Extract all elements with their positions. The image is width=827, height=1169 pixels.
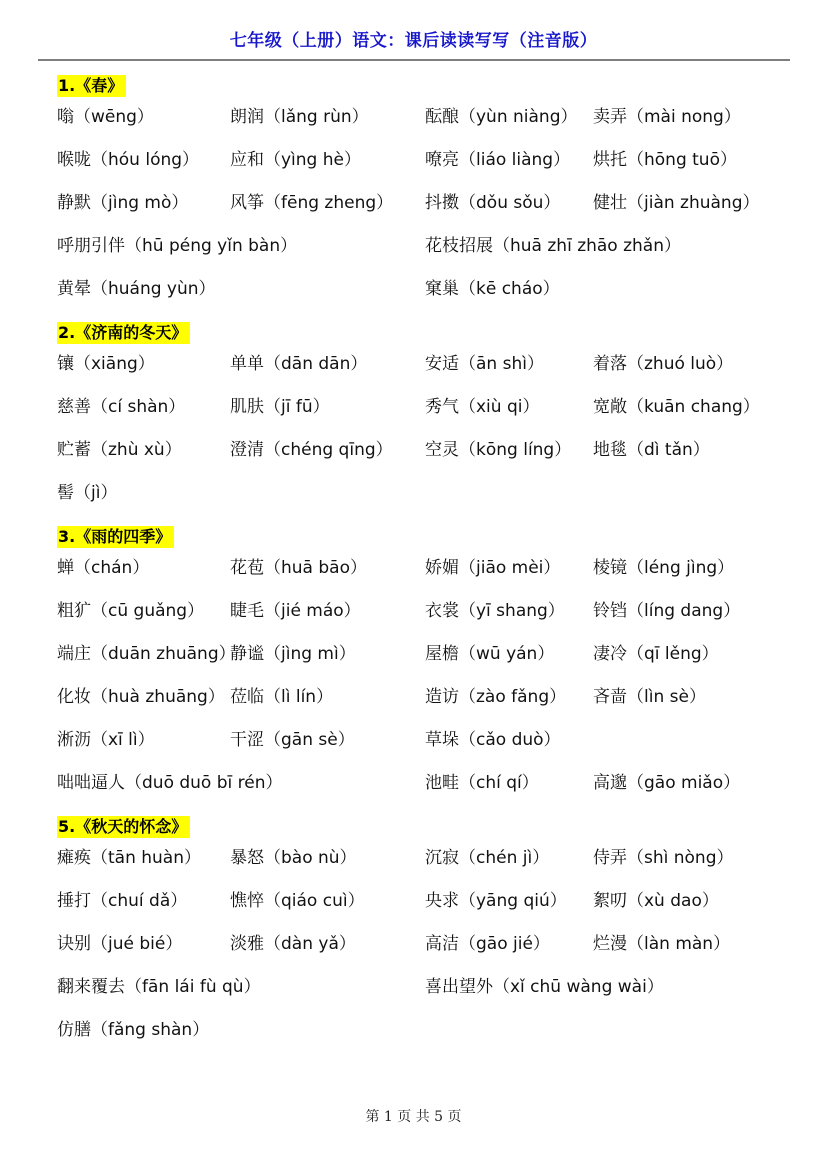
word-item: 憔悴（qiáo cuì） <box>230 891 365 911</box>
word-row <box>57 354 770 374</box>
word-item: 贮蓄（zhù xù） <box>57 440 182 460</box>
word-row <box>57 934 770 954</box>
word-item: 窠巢（kē cháo） <box>425 279 560 299</box>
word-item: 咄咄逼人（duō duō bī rén） <box>57 773 283 793</box>
word-item: 澄清（chéng qīng） <box>230 440 393 460</box>
word-item: 高邈（gāo miǎo） <box>593 773 741 793</box>
section <box>57 322 770 503</box>
word-item: 花苞（huā bāo） <box>230 558 367 578</box>
word-item: 央求（yāng qiú） <box>425 891 567 911</box>
word-item: 诀别（jué bié） <box>57 934 183 954</box>
word-item: 沉寂（chén jì） <box>425 848 550 868</box>
word-item: 静默（jìng mò） <box>57 193 189 213</box>
word-item: 黄晕（huáng yùn） <box>57 279 216 299</box>
word-item: 蝉（chán） <box>57 558 150 578</box>
word-item: 吝啬（lìn sè） <box>593 687 706 707</box>
word-row <box>57 601 770 621</box>
word-item: 慈善（cí shàn） <box>57 397 186 417</box>
word-row <box>57 977 770 997</box>
word-item: 空灵（kōng líng） <box>425 440 572 460</box>
word-item: 嘹亮（liáo liàng） <box>425 150 571 170</box>
word-item: 应和（yìng hè） <box>230 150 361 170</box>
word-row <box>57 891 770 911</box>
word-item: 喜出望外（xǐ chū wàng wài） <box>425 977 664 997</box>
word-item: 呼朋引伴（hū péng yǐn bàn） <box>57 236 298 256</box>
word-item: 镶（xiāng） <box>57 354 155 374</box>
section-heading <box>57 322 770 344</box>
section-heading-text: 5.《秋天的怀念》 <box>57 816 190 838</box>
word-item: 干涩（gān sè） <box>230 730 355 750</box>
word-item: 侍弄（shì nòng） <box>593 848 734 868</box>
word-item: 健壮（jiàn zhuàng） <box>593 193 760 213</box>
word-item: 莅临（lì lín） <box>230 687 334 707</box>
word-row <box>57 773 770 793</box>
word-item: 单单（dān dān） <box>230 354 368 374</box>
word-item: 酝酿（yùn niàng） <box>425 107 578 127</box>
section-heading-text: 1.《春》 <box>57 75 126 97</box>
word-item: 衣裳（yī shang） <box>425 601 565 621</box>
word-row <box>57 1020 770 1040</box>
word-item: 抖擞（dǒu sǒu） <box>425 193 561 213</box>
word-item: 池畦（chí qí） <box>425 773 539 793</box>
word-row <box>57 107 770 127</box>
word-row <box>57 687 770 707</box>
word-row <box>57 730 770 750</box>
word-list <box>57 75 770 1040</box>
word-item: 地毯（dì tǎn） <box>593 440 710 460</box>
word-item: 娇媚（jiāo mèi） <box>425 558 561 578</box>
word-item: 烂漫（làn màn） <box>593 934 731 954</box>
word-item: 高洁（gāo jié） <box>425 934 550 954</box>
word-item: 翻来覆去（fān lái fù qù） <box>57 977 261 997</box>
word-row <box>57 440 770 460</box>
word-item: 烘托（hōng tuō） <box>593 150 737 170</box>
word-row <box>57 150 770 170</box>
word-item: 捶打（chuí dǎ） <box>57 891 188 911</box>
word-item: 草垛（cǎo duò） <box>425 730 561 750</box>
section <box>57 816 770 1040</box>
word-item: 喉咙（hóu lóng） <box>57 150 200 170</box>
word-item: 宽敞（kuān chang） <box>593 397 760 417</box>
word-item: 屋檐（wū yán） <box>425 644 555 664</box>
word-row <box>57 397 770 417</box>
section-heading-text: 2.《济南的冬天》 <box>57 322 190 344</box>
page-title: 七年级（上册）语文：课后读读写写（注音版） <box>229 31 598 51</box>
word-item: 肌肤（jī fū） <box>230 397 330 417</box>
word-item: 絮叨（xù dao） <box>593 891 719 911</box>
word-item: 瘫痪（tān huàn） <box>57 848 202 868</box>
word-item: 风筝（fēng zheng） <box>230 193 394 213</box>
word-item: 仿膳（fǎng shàn） <box>57 1020 210 1040</box>
word-item: 暴怒（bào nù） <box>230 848 357 868</box>
word-row <box>57 558 770 578</box>
word-item: 卖弄（mài nong） <box>593 107 741 127</box>
word-item: 朗润（lǎng rùn） <box>230 107 369 127</box>
word-item: 静谧（jìng mì） <box>230 644 356 664</box>
word-item: 粗犷（cū guǎng） <box>57 601 205 621</box>
section <box>57 526 770 793</box>
section-heading <box>57 75 770 97</box>
word-item: 化妆（huà zhuāng） <box>57 687 225 707</box>
word-item: 睫毛（jié máo） <box>230 601 361 621</box>
word-item: 凄冷（qī lěng） <box>593 644 719 664</box>
word-item: 铃铛（líng dang） <box>593 601 741 621</box>
word-row <box>57 848 770 868</box>
word-item: 着落（zhuó luò） <box>593 354 734 374</box>
word-item: 髻（jì） <box>57 483 118 503</box>
section <box>57 75 770 299</box>
word-row <box>57 193 770 213</box>
word-item: 造访（zào fǎng） <box>425 687 567 707</box>
section-heading-text: 3.《雨的四季》 <box>57 526 174 548</box>
word-item: 花枝招展（huā zhī zhāo zhǎn） <box>425 236 682 256</box>
section-heading <box>57 816 770 838</box>
page-number-footer: 第 1 页 共 5 页 <box>365 1109 462 1125</box>
word-item: 嗡（wēng） <box>57 107 154 127</box>
word-item: 端庄（duān zhuāng） <box>57 644 236 664</box>
word-item: 棱镜（léng jìng） <box>593 558 735 578</box>
word-row <box>57 483 770 503</box>
word-item: 安适（ān shì） <box>425 354 544 374</box>
word-row <box>57 644 770 664</box>
word-row <box>57 236 770 256</box>
word-row <box>57 279 770 299</box>
word-item: 淡雅（dàn yǎ） <box>230 934 356 954</box>
title-divider <box>38 59 790 61</box>
word-item: 秀气（xiù qi） <box>425 397 540 417</box>
section-heading <box>57 526 770 548</box>
word-item: 淅沥（xī lì） <box>57 730 155 750</box>
